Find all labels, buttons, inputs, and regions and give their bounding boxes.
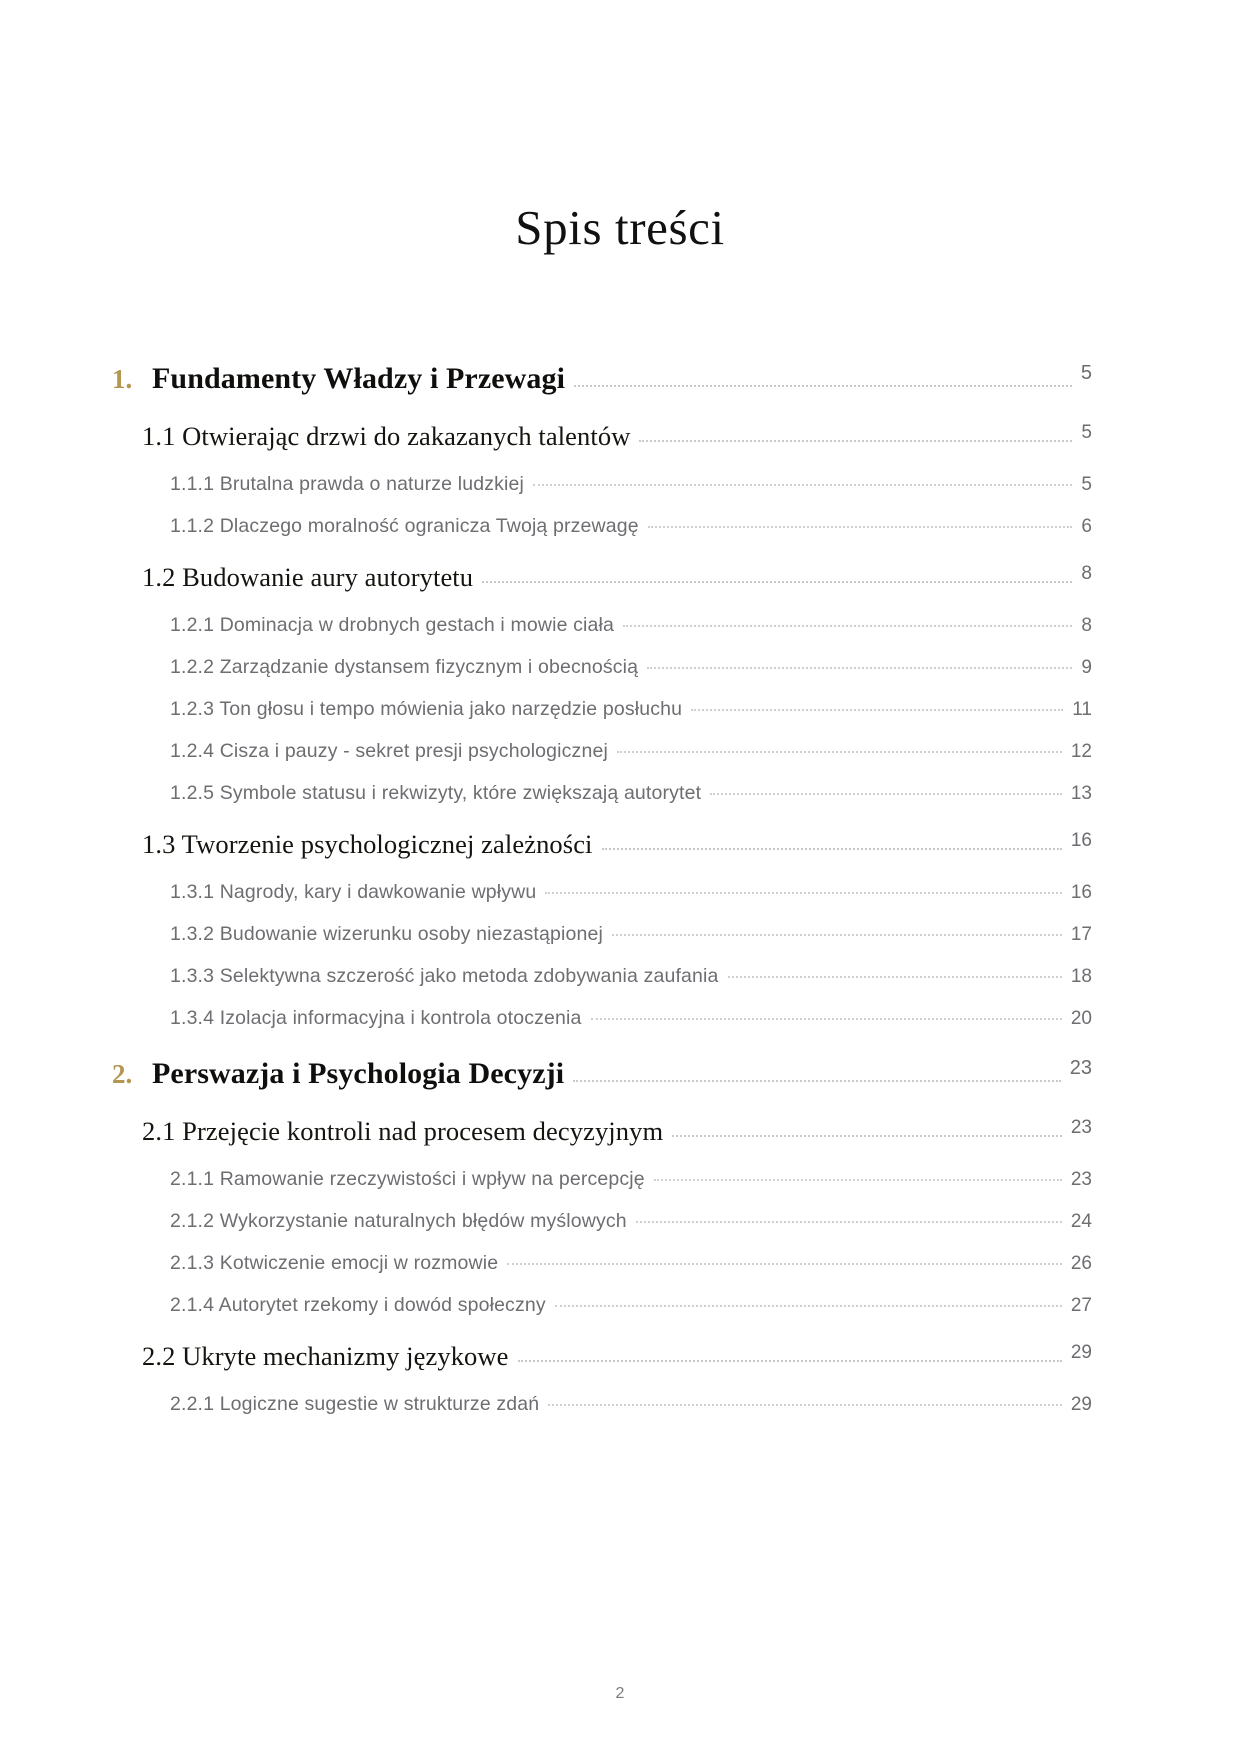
page-title: Spis treści — [515, 200, 725, 255]
toc-entry-label: 2.1.4 Autorytet rzekomy i dowód społeczny — [170, 1293, 546, 1316]
toc-entry-label: 2.1.1 Ramowanie rzeczywistości i wpływ na percepcję — [170, 1167, 645, 1190]
toc-leader-dots — [691, 709, 1063, 711]
toc-leader-dots — [647, 667, 1072, 669]
toc-leader-dots — [623, 625, 1072, 627]
toc-entry-page: 8 — [1081, 614, 1092, 636]
toc-entry[interactable] — [112, 1039, 1092, 1101]
toc-entry-page: 5 — [1081, 422, 1092, 443]
toc-entry-label: 1.3.3 Selektywna szczerość jako metoda zdobywania zaufania — [170, 964, 719, 987]
toc-entry[interactable] — [112, 871, 1092, 913]
toc-leader-dots — [591, 1018, 1062, 1020]
toc-entry[interactable] — [112, 646, 1092, 688]
toc-leader-dots — [639, 440, 1072, 442]
toc-entry[interactable] — [112, 1242, 1092, 1284]
toc-entry-page: 11 — [1072, 698, 1092, 720]
toc-entry-label: 2.1 Przejęcie kontroli nad procesem decyzyjnym — [142, 1116, 664, 1146]
toc-entry-label: 1.2.5 Symbole statusu i rekwizyty, które zwiększają autorytet — [170, 781, 702, 804]
toc-entry-label: 1.3 Tworzenie psychologicznej zależności — [142, 829, 593, 859]
toc-entry[interactable] — [112, 547, 1092, 604]
toc-entry[interactable] — [112, 463, 1092, 505]
toc-entry-page: 29 — [1070, 1393, 1092, 1415]
toc-entry-page: 23 — [1069, 1057, 1092, 1079]
toc-leader-dots — [482, 581, 1072, 583]
toc-entry[interactable] — [112, 1200, 1092, 1242]
toc-leader-dots — [710, 793, 1062, 795]
toc-leader-dots — [672, 1135, 1062, 1137]
toc-entry-page: 5 — [1081, 473, 1092, 495]
toc-leader-dots — [533, 484, 1072, 486]
toc-entry[interactable] — [112, 1284, 1092, 1326]
toc-entry-page: 13 — [1070, 782, 1092, 804]
toc-entry-label: Fundamenty Władzy i Przewagi — [152, 362, 566, 395]
toc-entry-label: 1.1.1 Brutalna prawda o naturze ludzkiej — [170, 472, 524, 495]
toc-entry[interactable] — [112, 730, 1092, 772]
toc-entry-page: 16 — [1070, 881, 1092, 903]
toc-entry-number: 2. — [112, 1059, 133, 1089]
toc-entry-page: 8 — [1081, 563, 1092, 584]
toc-entry-label: 1.1.2 Dlaczego moralność ogranicza Twoją przewagę — [170, 514, 639, 537]
toc-entry-page: 23 — [1070, 1117, 1092, 1138]
toc-entry[interactable] — [112, 1326, 1092, 1383]
toc-leader-dots — [636, 1221, 1062, 1223]
toc-leader-dots — [548, 1404, 1062, 1406]
toc-entry[interactable] — [112, 344, 1092, 406]
toc-leader-dots — [612, 934, 1062, 936]
page-footer — [0, 1634, 1240, 1754]
toc-entry[interactable] — [112, 1158, 1092, 1200]
toc-entry-label: 1.2.2 Zarządzanie dystansem fizycznym i obecnością — [170, 655, 639, 678]
toc-entry-page: 26 — [1070, 1252, 1092, 1274]
toc-entry[interactable] — [112, 604, 1092, 646]
toc-entry-page: 12 — [1070, 740, 1092, 762]
toc-leader-dots — [555, 1305, 1062, 1307]
toc-leader-dots — [617, 751, 1062, 753]
toc-leader-dots — [518, 1360, 1062, 1362]
toc-entry-label: 2.2 Ukryte mechanizmy językowe — [142, 1341, 509, 1371]
toc-entry-label: 1.2.1 Dominacja w drobnych gestach i mowie ciała — [170, 613, 614, 636]
toc-entry-label: Perswazja i Psychologia Decyzji — [152, 1057, 565, 1090]
toc-entry-label: 2.1.3 Kotwiczenie emocji w rozmowie — [170, 1251, 499, 1274]
toc-entry[interactable] — [112, 688, 1092, 730]
toc-leader-dots — [507, 1263, 1062, 1265]
toc-entry-page: 23 — [1070, 1168, 1092, 1190]
toc-entry[interactable] — [112, 913, 1092, 955]
toc-entry-page: 18 — [1070, 965, 1092, 987]
toc-entry-label: 2.1.2 Wykorzystanie naturalnych błędów myślowych — [170, 1209, 627, 1232]
toc-leader-dots — [545, 892, 1061, 894]
toc-entry[interactable] — [112, 406, 1092, 463]
toc-entry-page: 27 — [1070, 1294, 1092, 1316]
toc-entry[interactable] — [112, 997, 1092, 1039]
toc-entry[interactable] — [112, 505, 1092, 547]
toc-leader-dots — [573, 1080, 1061, 1082]
toc-entry-page: 5 — [1080, 362, 1092, 384]
toc-entry-label: 1.2.3 Ton głosu i tempo mówienia jako narzędzie posłuchu — [170, 697, 683, 720]
toc-entry-label: 1.1 Otwierając drzwi do zakazanych talentów — [142, 421, 631, 451]
toc-entry-page: 29 — [1070, 1342, 1092, 1363]
toc-entry-number: 1. — [112, 364, 133, 394]
toc-entry-label: 2.2.1 Logiczne sugestie w strukturze zdań — [170, 1392, 540, 1415]
toc-entry[interactable] — [112, 772, 1092, 814]
toc-entry[interactable] — [112, 1101, 1092, 1158]
toc-entry-page: 24 — [1070, 1210, 1092, 1232]
toc-entry-page: 6 — [1081, 515, 1092, 537]
toc-leader-dots — [574, 385, 1072, 387]
toc-entry-page: 20 — [1070, 1007, 1092, 1029]
toc-leader-dots — [728, 976, 1062, 978]
toc-list — [0, 344, 1240, 1425]
toc-entry[interactable] — [112, 814, 1092, 871]
page-number: 2 — [615, 1685, 625, 1702]
toc-entry-label: 1.3.2 Budowanie wizerunku osoby niezastąpionej — [170, 922, 603, 945]
toc-leader-dots — [654, 1179, 1062, 1181]
toc-entry-label: 1.3.1 Nagrody, kary i dawkowanie wpływu — [170, 880, 537, 903]
toc-entry-page: 9 — [1081, 656, 1092, 678]
toc-entry-page: 16 — [1070, 830, 1092, 851]
toc-entry-label: 1.2 Budowanie aury autorytetu — [142, 562, 474, 592]
toc-leader-dots — [648, 526, 1073, 528]
toc-leader-dots — [602, 848, 1062, 850]
toc-entry[interactable] — [112, 955, 1092, 997]
toc-entry-page: 17 — [1070, 923, 1092, 945]
toc-entry-label: 1.3.4 Izolacja informacyjna i kontrola otoczenia — [170, 1006, 582, 1029]
toc-entry[interactable] — [112, 1383, 1092, 1425]
toc-entry-label: 1.2.4 Cisza i pauzy - sekret presji psychologicznej — [170, 739, 608, 762]
